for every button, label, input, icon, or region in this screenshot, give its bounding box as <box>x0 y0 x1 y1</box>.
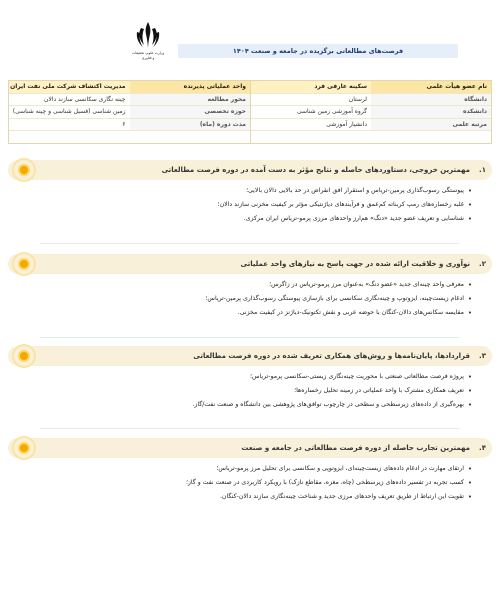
section-divider <box>40 243 460 244</box>
faculty-header-label: نام عضو هیأت علمی <box>371 81 491 94</box>
section-header <box>8 438 492 458</box>
host-row-label: محور مطالعه <box>130 94 251 107</box>
faculty-row-label: دانشکده <box>371 106 491 119</box>
section-number: ۲. <box>479 260 486 268</box>
emblem-caption-1: وزارت علوم، تحقیقات <box>131 51 165 55</box>
dot-icon <box>18 350 30 362</box>
list-item: • شناسایی و تعریف عضو جدید «دنگ» هم‌ارز واحدهای مرزی پرمو-تریاس ایران مرکزی. <box>16 212 472 226</box>
title-bar <box>178 44 458 58</box>
list-item: • پیوستگی رسوب‌گذاری پرمین-تریاس و استقرار افق انقراض در حد بالایی دالان بالایی؛ <box>16 184 472 198</box>
section-divider <box>40 428 460 429</box>
section-3 <box>8 346 492 412</box>
host-header-label: واحد عملیاتی پذیرنده <box>130 81 251 94</box>
section-1 <box>8 160 492 226</box>
list-item: • تعریف همکاری مشترک با واحد عملیاتی در زمینه تحلیل رخساره‌ها؛ <box>16 384 472 398</box>
section-body <box>8 274 492 320</box>
section-number: ۴. <box>479 444 486 452</box>
host-unit-name: مدیریت اکتشاف شرکت ملی نفت ایران <box>9 81 130 94</box>
dot-icon <box>18 442 30 454</box>
section-title: قراردادها، پایان‌نامه‌ها و روش‌های همکاری تعریف شده در دوره فرصت مطالعاتی <box>193 352 470 360</box>
info-table <box>8 80 492 144</box>
section-number: ۱. <box>479 166 486 174</box>
host-row-value: چینه نگاری سکانسی سازند دالان <box>9 94 130 107</box>
list-item: • پروژه فرصت مطالعاتی صنعتی با محوریت چینه‌نگاری زیستی-سکانسی پرمو-تریاس؛ <box>16 370 472 384</box>
list-item: • کسب تجربه در تفسیر داده‌های زیرسطحی (چاه، مغزه، مقاطع نازک) با رویکرد کاربردی در صنعت نفت و گاز؛ <box>16 476 472 490</box>
list-item: • ادغام زیست‌چینه، ایزوتوپ و چینه‌نگاری سکانسی برای بازسازی پیوستگی رسوب‌گذاری پرمین-تریاس؛ <box>16 292 472 306</box>
list-item: • معرفی واحد چینه‌ای جدید «عضو دنگ» به‌عنوان مرز پرمو-تریاس در زاگرس؛ <box>16 278 472 292</box>
section-number: ۳. <box>479 352 486 360</box>
section-title: نوآوری و خلاقیت ارائه شده در جهت پاسخ به نیازهای واحد عملیاتی <box>240 260 470 268</box>
section-body <box>8 458 492 504</box>
faculty-name: سکینه عارفی فرد <box>251 81 371 94</box>
section-2 <box>8 254 492 320</box>
section-header <box>8 160 492 180</box>
faculty-row-label: مرتبه علمی <box>371 119 491 132</box>
host-row-value: زمین شناسی (فسیل شناسی و چینه شناسی) <box>9 106 130 119</box>
page-title: فرصت‌های مطالعاتی برگزیده در جامعه و صنعت ۱۴۰۴ <box>232 47 404 55</box>
list-item: • تقویت این ارتباط از طریق تعریف واحدهای مرزی جدید و شناخت چینه‌نگاری سازند دالان-کنگان. <box>16 490 472 504</box>
list-item: • غلبه رخساره‌های رمپ کربناته کم‌عمق و فرآیندهای دیاژنتیکی مؤثر بر کیفیت مخزنی سازند دالان؛ <box>16 198 472 212</box>
host-row-label: حوزه تخصصی <box>130 106 251 119</box>
section-body <box>8 180 492 226</box>
section-4 <box>8 438 492 504</box>
dot-icon <box>18 258 30 270</box>
section-body <box>8 366 492 412</box>
list-item: • مقایسه سکانس‌های دالان-کنگان با حوضه عربی و نقش تکتونیک-دیاژنز در کیفیت مخزنی. <box>16 306 472 320</box>
list-item: • ارتقای مهارت در ادغام داده‌های زیست‌چینه‌ای، ایزوتوپی و سکانسی برای تحلیل مرز پرمو-تریاس؛ <box>16 462 472 476</box>
host-row-label: مدت دوره (ماه) <box>130 119 251 132</box>
faculty-row-label: دانشگاه <box>371 94 491 107</box>
section-title: مهمترین تجارب حاصله از دوره فرصت مطالعاتی در جامعه و صنعت <box>241 444 470 452</box>
section-header <box>8 254 492 274</box>
faculty-row-value: دانشیار آموزشی <box>251 119 371 132</box>
dot-icon <box>18 164 30 176</box>
emblem-logo <box>128 20 168 68</box>
section-divider <box>40 337 460 338</box>
page-header <box>0 0 500 72</box>
faculty-row-value: گروه آموزشی زمین شناسی <box>251 106 371 119</box>
section-title: مهمترین خروجی، دستاوردهای حاصله و نتایج مؤثر به دست آمده در دوره فرصت مطالعاتی <box>161 166 470 174</box>
section-header <box>8 346 492 366</box>
host-unit-info <box>9 81 250 143</box>
faculty-row-value: لرستان <box>251 94 371 107</box>
faculty-info <box>250 81 491 143</box>
list-item: • بهره‌گیری از داده‌های زیرسطحی و سطحی در چارچوب توافق‌های پژوهشی بین دانشگاه و صنعت نفت/گاز. <box>16 398 472 412</box>
emblem-caption-2: و فناوری <box>141 56 155 60</box>
iran-emblem-icon <box>135 20 161 50</box>
host-row-value: ۶ <box>9 119 130 132</box>
